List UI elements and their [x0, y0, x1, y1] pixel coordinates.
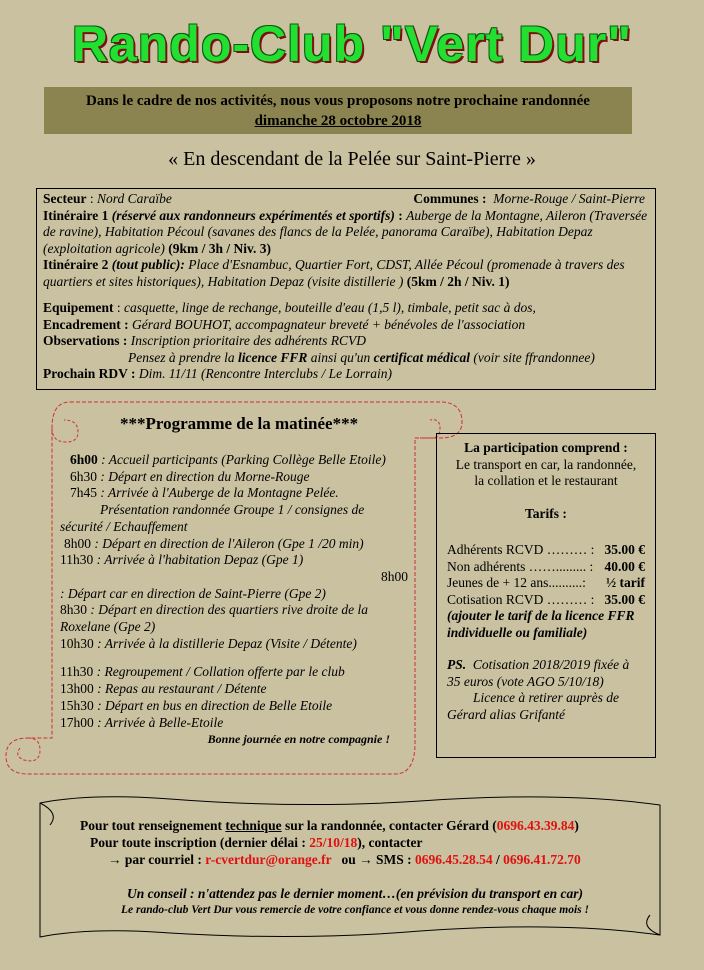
tarif-value: 40.00 € — [604, 558, 645, 574]
row-text: : Regroupement / Collation offerte par le club — [96, 664, 345, 680]
licence-retrait: Licence à retirer auprès de — [473, 690, 619, 705]
licence-retrait: Gérard alias Grifanté — [447, 706, 565, 722]
contact-text: ou → SMS : — [341, 852, 412, 868]
hike-details-box — [36, 188, 656, 390]
itinerary-1-qualifier: (réservé aux randonneurs expérimentés et sportifs) — [111, 207, 395, 223]
row-text: : Arrivée à l'habitation Depaz (Gpe 1) — [96, 552, 304, 568]
tarif-value: 35.00 € — [604, 542, 645, 557]
ps-note — [447, 657, 645, 690]
participation-title: La participation comprend : — [464, 440, 628, 455]
advice-text: Un conseil : n'attendez pas le dernier moment…(en prévision du transport en car) — [126, 885, 584, 901]
row-time: 10h30 — [60, 635, 94, 651]
tarif-row — [447, 592, 645, 609]
equipment-value: casquette, linge de rechange, bouteille d'eau (1,5 l), timbale, petit sac à dos, — [124, 300, 536, 315]
row-time: 6h00 — [70, 452, 98, 467]
row-text: : Départ en direction du Morne-Rouge — [100, 468, 310, 484]
programme-row — [60, 681, 410, 698]
row-time: 7h45 — [70, 485, 97, 501]
row-time: 6h30 — [70, 468, 97, 484]
communes-value: Morne-Rouge / Saint-Pierre — [493, 191, 645, 206]
note-text: Pensez à prendre la — [128, 349, 235, 365]
tarif-label: Cotisation RCVD ……… : — [447, 591, 595, 607]
itinerary-1-label: Itinéraire 1 — [43, 207, 109, 223]
tarif-row — [447, 575, 645, 592]
event-date: dimanche 28 octobre 2018 — [254, 113, 422, 129]
programme-row — [60, 602, 410, 619]
contact-line-technical — [60, 817, 650, 834]
next-meeting-row — [43, 366, 649, 383]
thanks-text: Le rando-club Vert Dur vous remercie de votre confiance et vous donne rendez-vous chaque mois ! — [121, 903, 589, 916]
row-text: : Départ en direction des quartiers rive droite de la — [90, 602, 368, 618]
programme-row — [60, 552, 410, 569]
contact-text: Pour toute inscription (dernier délai : — [90, 835, 306, 851]
programme-row — [60, 536, 410, 553]
programme-row — [60, 519, 410, 536]
tarif-row — [447, 542, 645, 559]
row-text: : Départ en bus en direction de Belle Etoile — [97, 697, 333, 713]
licence-note: (ajouter le tarif de la licence FFR individuelle ou familiale) — [447, 608, 635, 640]
supervision-label: Encadrement : — [43, 316, 129, 332]
row-text: : Arrivée à la distillerie Depaz (Visite / Détente) — [97, 635, 357, 651]
programme-row — [60, 664, 410, 681]
programme-row — [60, 698, 410, 715]
sector-row: Secteur : Nord Caraïbe Communes : Morne-Rouge / Saint-Pierre — [43, 191, 645, 206]
contact-line-channels — [60, 851, 650, 868]
programme-row — [60, 485, 410, 502]
sms-number: 0696.45.28.54 — [415, 852, 493, 868]
itinerary-2-qualifier: (tout public): — [111, 257, 185, 272]
sector-value: Nord Caraïbe — [97, 191, 172, 206]
row-time: 8h00 — [64, 535, 91, 551]
page-title: Rando-Club "Vert Dur" — [71, 16, 633, 72]
contact-text: ) — [574, 818, 579, 833]
pricing-box — [436, 433, 656, 758]
intro-banner — [44, 87, 632, 134]
equipment-row: Equipement : casquette, linge de rechange, bouteille d'eau (1,5 l), timbale, petit sac à dos, — [43, 300, 536, 315]
observations-value: Inscription prioritaire des adhérents RCVD — [130, 333, 366, 348]
supervision-row — [43, 317, 649, 334]
row-time: 15h30 — [60, 697, 94, 713]
row-time: 13h00 — [60, 681, 94, 697]
contact-line-registration — [60, 834, 650, 851]
itinerary-2-text: Place d'Esnambuc, Quartier Fort, CDST, Allée Pécoul (promenade à travers des quartiers et sites historiques), Habitation Depaz (visite distillerie ) — [43, 257, 625, 289]
medical-certificate: certificat médical — [373, 349, 470, 365]
programme-title: ***Programme de la matinée*** — [120, 414, 359, 433]
programme-row — [60, 452, 410, 469]
row-time: 11h30 — [60, 552, 94, 568]
programme-row — [60, 569, 410, 586]
row-time: 17h00 — [60, 714, 94, 730]
next-meeting-value: Dim. 11/11 (Rencontre Interclubs / Le Lorrain) — [138, 366, 392, 381]
row-text: Présentation randonnée Groupe 1 / consignes de — [100, 502, 365, 518]
programme-row — [60, 586, 410, 603]
row-time: 8h30 — [60, 602, 87, 618]
tarif-label: Jeunes de + 12 ans..........: — [447, 575, 586, 590]
closing-message: Bonne journée en notre compagnie ! — [207, 732, 390, 747]
contact-text: → par courriel : — [108, 852, 202, 868]
itinerary-2-stats: (5km / 2h / Niv. 1) — [406, 273, 510, 289]
itinerary-2 — [43, 257, 649, 290]
communes-label: Communes : — [413, 191, 487, 206]
contact-email: r-cvertdur@orange.fr — [205, 852, 332, 868]
observations-row — [43, 333, 649, 350]
row-text: : Départ en direction de l'Aileron (Gpe 1 /20 min) — [94, 535, 364, 551]
ps-text: Cotisation 2018/2019 fixée à 35 euros (vote AGO 5/10/18) — [447, 657, 630, 689]
contact-text: sur la randonnée, contacter Gérard ( — [285, 818, 497, 833]
programme-row — [60, 619, 410, 636]
technical-word: technique — [225, 818, 282, 833]
contact-text: / — [496, 852, 500, 868]
hike-title: « En descendant de la Pelée sur Saint-Pierre » — [168, 148, 536, 170]
observations-note — [43, 350, 649, 367]
row-time: 8h00 — [381, 568, 408, 584]
programme-row — [60, 502, 410, 519]
tarif-value: ½ tarif — [606, 575, 645, 590]
row-text: : Arrivée à l'Auberge de la Montagne Pelée. — [100, 485, 339, 501]
contact-section — [60, 817, 650, 919]
tarifs-title: Tarifs : — [525, 505, 567, 521]
intro-line: Dans le cadre de nos activités, nous vous proposons notre prochaine randonnée — [86, 93, 590, 109]
ps-label: PS. — [447, 657, 467, 672]
licence-ffr: licence FFR — [237, 349, 308, 365]
row-text: sécurité / Echauffement — [60, 518, 188, 534]
row-text: : Arrivée à Belle-Etoile — [97, 714, 224, 730]
tarif-value: 35.00 € — [604, 591, 645, 607]
sector-label: Secteur — [43, 191, 87, 206]
next-meeting-label: Prochain RDV : — [43, 366, 136, 381]
row-time: 11h30 — [60, 664, 94, 680]
row-text: : Repas au restaurant / Détente — [97, 681, 267, 697]
contact-text: ), contacter — [357, 835, 423, 851]
itinerary-1: Itinéraire 1 (réservé aux randonneurs expérimentés et sportifs) : Auberge de la Montagne, Aileron (Traversée de ravine), Habitation Pécoul (savanes des flancs de la Pelée, panorama Caraïbe), Habitation Depaz (exploitation agricole) (9km / 3h / Niv. 3) — [43, 207, 648, 256]
equipment-label: Equipement — [43, 300, 114, 315]
participation-text: la collation et le restaurant — [474, 473, 618, 488]
tarif-label: Non adhérents ……......... : — [447, 558, 594, 574]
programme-row — [60, 715, 410, 732]
observations-label: Observations : — [43, 333, 128, 348]
tarif-label: Adhérents RCVD ……… : — [447, 542, 595, 557]
itinerary-1-text: Auberge de la Montagne, Aileron (Traversée de ravine), Habitation Pécoul (savanes des flancs de la Pelée, panorama Caraïbe), Habitation Depaz (exploitation agricole) — [43, 207, 648, 256]
row-text: : Départ car en direction de Saint-Pierre (Gpe 2) — [60, 585, 326, 601]
tarif-row — [447, 559, 645, 576]
programme-list — [60, 452, 410, 748]
contact-text: Pour tout renseignement — [80, 818, 222, 833]
programme-row — [60, 636, 410, 653]
sms-number: 0696.41.72.70 — [503, 852, 581, 868]
note-text: ainsi qu'un — [310, 349, 371, 365]
note-text: (voir site ffrandonnee) — [473, 349, 595, 365]
row-text: : Accueil participants (Parking Collège Belle Etoile) — [101, 452, 386, 467]
row-text: Roxelane (Gpe 2) — [60, 619, 156, 635]
deadline-date: 25/10/18 — [309, 835, 358, 851]
supervision-value: Gérard BOUHOT, accompagnateur breveté + bénévoles de l'association — [132, 316, 526, 332]
itinerary-1-stats: (9km / 3h / Niv. 3) — [168, 240, 271, 256]
programme-row — [60, 469, 410, 486]
itinerary-2-label: Itinéraire 2 — [43, 257, 109, 272]
participation-text: Le transport en car, la randonnée, — [455, 456, 637, 472]
gerard-phone: 0696.43.39.84 — [496, 818, 575, 833]
